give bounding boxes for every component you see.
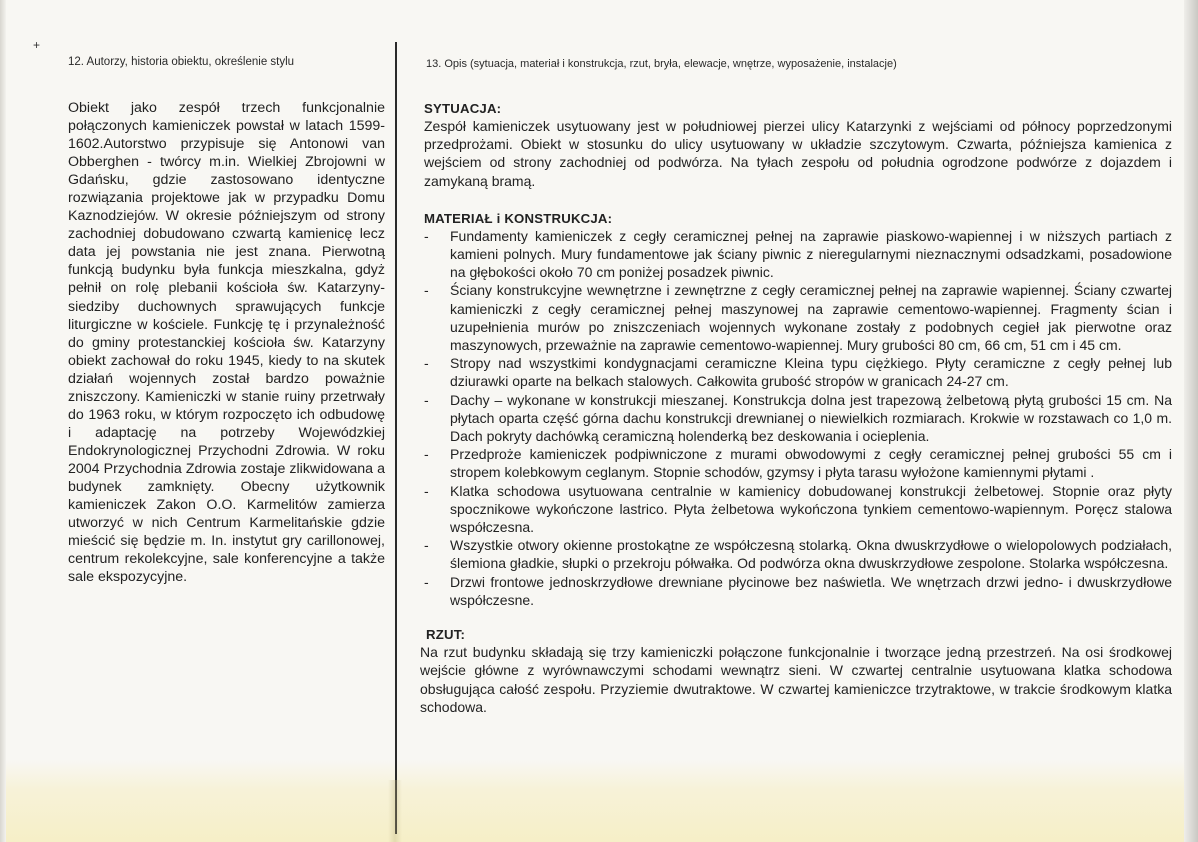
- corner-mark: +: [33, 38, 41, 52]
- dash-marker: -: [424, 537, 429, 554]
- list-item: [420, 391, 1172, 446]
- list-item-text: Ściany konstrukcyjne wewnętrzne i zewnętrzne z cegły ceramicznej pełnej na zaprawie wapiennej. Ściany czwartej kamieniczki z cegły ceramicznej pełnej maszynowej na zaprawie cementowo-wapiennej. Fragmenty ścian i uzupełnienia murów po zniszczeniach wojennych wykonane zostały z podobnych cegieł jak pierwotne oraz maszynowych, przeważnie na zaprawie cementowo-wapiennej. Mury grubości 80 cm, 66 cm, 51 cm i 45 cm.: [450, 282, 1172, 354]
- dash-marker: -: [424, 573, 429, 590]
- list-item: [420, 536, 1172, 572]
- right-column-header: 13. Opis (sytuacja, materiał i konstrukcja, rzut, bryła, elewacje, wnętrze, wyposażenie, instalacje): [426, 58, 897, 70]
- list-item-text: Dachy – wykonane w konstrukcji mieszanej. Konstrukcja dolna jest trapezową żelbetową płytą grubości 15 cm. Na płytach oparta część górna dachu konstrukcji drewnianej o niewielkich rozmiarach. Krokwie w rozstawach co 1,0 m. Dach pokryty dachówką ceramiczną holenderką bez deskowania i ocieplenia.: [450, 391, 1172, 445]
- rzut-text: Na rzut budynku składają się trzy kamieniczki połączone funkcjonalnie i tworzące jedną przestrzeń. Na osi środkowej wejście główne z wyrównawczymi schodami wewnątrz sieni. W czwartej centralnie usytuowana klatka schodowa obsługująca całość zespołu. Przyziemie dwutraktowe. W czwartej kamieniczce trzytraktowe, w trakcie środkowym klatka schodowa.: [420, 644, 1172, 716]
- list-item-text: Drzwi frontowe jednoskrzydłowe drewniane płycinowe bez naświetla. We wnętrzach drzwi jedno- i dwuskrzydłowe współczesne.: [450, 573, 1172, 608]
- dash-marker: -: [424, 482, 429, 499]
- list-item-text: Fundamenty kamieniczek z cegły ceramicznej pełnej na zaprawie piaskowo-wapiennej i w niższych partiach z kamieni polnych. Mury fundamentowe jak ściany piwnic z nieregularnymi nieznacznymi odsadzkami, posadowione na głębokości około 70 cm poniżej posadzek piwnic.: [450, 227, 1172, 281]
- dash-marker: -: [424, 355, 429, 372]
- sytuacja-text: Zespół kamieniczek usytuowany jest w południowej pierzei ulicy Katarzynki z wejściami od północy poprzedzonymi przedprożami. Obiekt w stosunku do ulicy usytuowany w układzie szczytowym. Czwarta, późniejsza kamienica z wejściem od strony zachodniej od podwórza. Na tyłach zespołu od południa ogrodzone podwórze z dojazdem i zamykaną bramą.: [424, 118, 1172, 189]
- sytuacja-title: SYTUACJA:: [424, 101, 502, 116]
- list-item: [420, 482, 1172, 537]
- dash-marker: -: [424, 446, 429, 463]
- dash-marker: -: [424, 391, 429, 408]
- list-item-text: Klatka schodowa usytuowana centralnie w kamienicy dobudowanej konstrukcji żelbetowej. Stopnie oraz płyty spocznikowe wykończone lastrico. Płyta żelbetowa wykończona tynkiem cementowo-wapiennym. Poręcz stalowa współczesna.: [450, 482, 1172, 536]
- list-item: [420, 281, 1172, 354]
- history-text: Obiekt jako zespół trzech funkcjonalnie połączonych kamieniczek powstał w latach 1599-1602.Autorstwo przypisuje się Antonowi van Obberghen - twórcy m.in. Wielkiej Zbrojowni w Gdańsku, gdzie zastosowano identyczne rozwiązania projektowe jak w przypadku Domu Kaznodziejów. W okresie późniejszym od strony zachodniej dobudowano czwartą kamienicę lecz data jej powstania nie jest znana. Pierwotną funkcją budynku była funkcja mieszkalna, gdyż pełnił on rolę plebanii kościoła św. Katarzyny-siedziby duchownych sprawujących funkcje liturgiczne w kościele. Funkcję tę i przynależność do gminy protestanckiej kościoła św. Katarzyny obiekt zachował do roku 1945, kiedy to na skutek działań wojennych został bardzo poważnie zniszczony. Kamieniczki w stanie ruiny przetrwały do 1963 roku, w którym rozpoczęto ich odbudowę i adaptację na potrzeby Wojewódzkiej Endokrynologicznej Przychodni Zdrowia. W roku 2004 Przychodnia Zdrowia zostaje zlikwidowana a budynek zamknięty. Obecny użytkownik kamieniczek Zakon O.O. Karmelitów zamierza utworzyć w nich Centrum Karmelitańskie gdzie mieścić się będzie m. In. instytut gry carillonowej, centrum rekolekcyjne, sale konferencyjne a także sale ekspozycyjne.: [68, 100, 385, 586]
- list-item-text: Przedproże kamieniczek podpiwniczone z murami obwodowymi z cegły ceramicznej pełnej grubości 55 cm i stropem kolebkowym ceglanym. Stopnie schodów, gzymsy i płyta tarasu wyłożone kamiennymi płytami .: [450, 446, 1172, 481]
- material-list: [420, 227, 1172, 609]
- column-divider: [395, 42, 397, 834]
- left-column-header: 12. Autorzy, historia obiektu, określenie stylu: [68, 56, 295, 68]
- scan-left-edge: [0, 0, 6, 842]
- list-item: [420, 354, 1172, 390]
- divider-fold-shadow: [388, 780, 402, 842]
- description-column: [420, 100, 1172, 717]
- list-item: [420, 227, 1172, 282]
- list-item-text: Stropy nad wszystkimi kondygnacjami ceramiczne Kleina typu ciężkiego. Płyty ceramiczne z cegły pełnej lub dziurawki oparte na belkach stalowych. Całkowita grubość stropów w granicach 24-27 cm.: [450, 355, 1172, 390]
- dash-marker: -: [424, 227, 429, 244]
- material-title: MATERIAŁ i KONSTRUKCJA:: [424, 210, 613, 226]
- list-item: [420, 573, 1172, 609]
- scan-right-edge: [1184, 0, 1198, 842]
- rzut-title: RZUT:: [426, 627, 466, 643]
- list-item-text: Wszystkie otwory okienne prostokątne ze współczesną stolarką. Okna dwuskrzydłowe o wielopolowych podziałach, ślemiona gładkie, słupki o przekroju półwałka. Od podwórza okna dwuskrzydłowe zespolone. Stolarka współczesna.: [450, 537, 1172, 572]
- list-item: [420, 445, 1172, 481]
- dash-marker: -: [424, 282, 429, 299]
